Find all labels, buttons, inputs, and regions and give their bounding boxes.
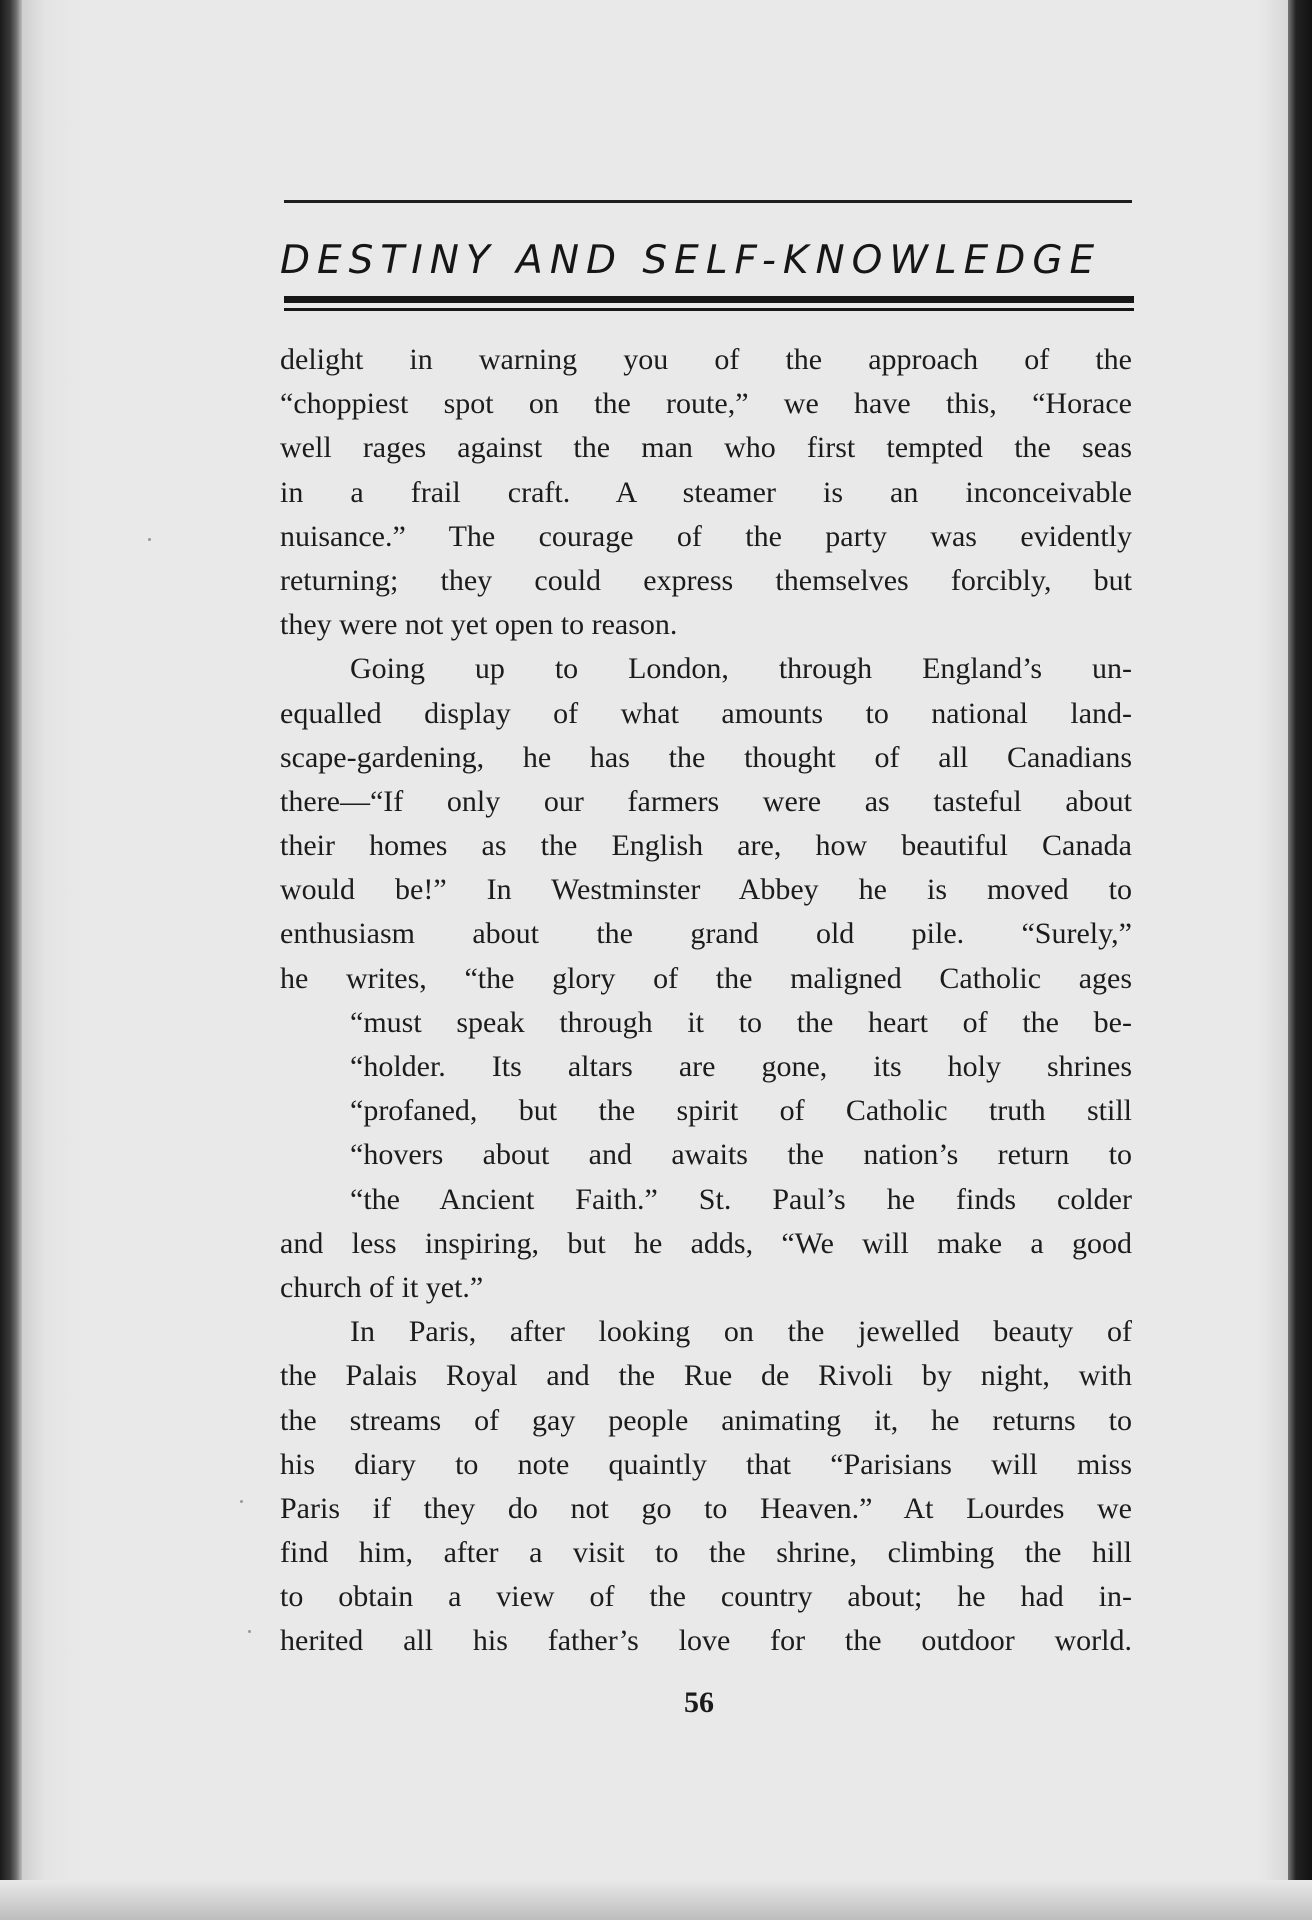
- text-line: and less inspiring, but he adds, “We will make a good: [280, 1226, 1132, 1260]
- text-line: “choppiest spot on the route,” we have this, “Horace: [280, 387, 1132, 421]
- binding-shadow: [22, 0, 82, 1920]
- text-line: nuisance.” The courage of the party was evidently: [280, 519, 1132, 553]
- text-line: Paris if they do not go to Heaven.” At Lourdes we: [280, 1491, 1132, 1525]
- header-thin-rule: [284, 308, 1134, 311]
- text-line: there—“If only our farmers were as tasteful about: [280, 784, 1132, 818]
- header-top-rule: [284, 200, 1132, 203]
- body-text: [280, 338, 1132, 1664]
- text-line: find him, after a visit to the shrine, climbing the hill: [280, 1536, 1132, 1570]
- page-right-edge: [1288, 0, 1312, 1920]
- text-line: in a frail craft. A steamer is an inconceivable: [280, 475, 1132, 509]
- text-line: they were not yet open to reason.: [280, 608, 678, 642]
- page-edge-shadow: [1258, 0, 1288, 1920]
- text-line: equalled display of what amounts to national land-: [280, 696, 1132, 730]
- text-line: Going up to London, through England’s un-: [350, 652, 1132, 686]
- text-line: delight in warning you of the approach of the: [280, 343, 1132, 376]
- book-binding: [0, 0, 22, 1920]
- text-line: In Paris, after looking on the jewelled beauty of: [350, 1315, 1132, 1349]
- paper-speck: [148, 538, 151, 541]
- header-thick-rule: [284, 296, 1134, 303]
- text-line: the streams of gay people animating it, he returns to: [280, 1403, 1132, 1437]
- text-line: returning; they could express themselves forcibly, but: [280, 563, 1132, 597]
- text-line: to obtain a view of the country about; he had in-: [280, 1580, 1132, 1614]
- page-number: 56: [684, 1686, 714, 1719]
- text-line: enthusiasm about the grand old pile. “Surely,”: [280, 917, 1132, 951]
- text-line: scape-gardening, he has the thought of all Canadians: [280, 740, 1132, 774]
- text-line: his diary to note quaintly that “Parisians will miss: [280, 1447, 1132, 1481]
- paper-speck: [248, 1630, 251, 1633]
- text-line: the Palais Royal and the Rue de Rivoli by night, with: [280, 1359, 1132, 1393]
- text-line: would be!” In Westminster Abbey he is moved to: [280, 873, 1132, 907]
- quote-line: “must speak through it to the heart of the be-: [350, 1005, 1132, 1039]
- running-head: DESTINY AND SELF-KNOWLEDGE: [280, 238, 1102, 283]
- quote-line: “profaned, but the spirit of Catholic truth still: [350, 1094, 1132, 1128]
- header-double-rule: [284, 296, 1134, 312]
- text-line: well rages against the man who first tempted the seas: [280, 431, 1132, 465]
- paper-speck: [240, 1500, 243, 1503]
- page-bottom-edge: [0, 1880, 1312, 1920]
- text-line: church of it yet.”: [280, 1270, 484, 1304]
- quote-line: “the Ancient Faith.” St. Paul’s he finds colder: [350, 1182, 1132, 1216]
- quote-line: “hovers about and awaits the nation’s return to: [350, 1138, 1132, 1172]
- text-line: herited all his father’s love for the outdoor world.: [280, 1624, 1132, 1658]
- quote-line: “holder. Its altars are gone, its holy shrines: [350, 1050, 1132, 1083]
- text-line: he writes, “the glory of the maligned Catholic ages: [280, 961, 1132, 995]
- text-line: their homes as the English are, how beautiful Canada: [280, 829, 1132, 863]
